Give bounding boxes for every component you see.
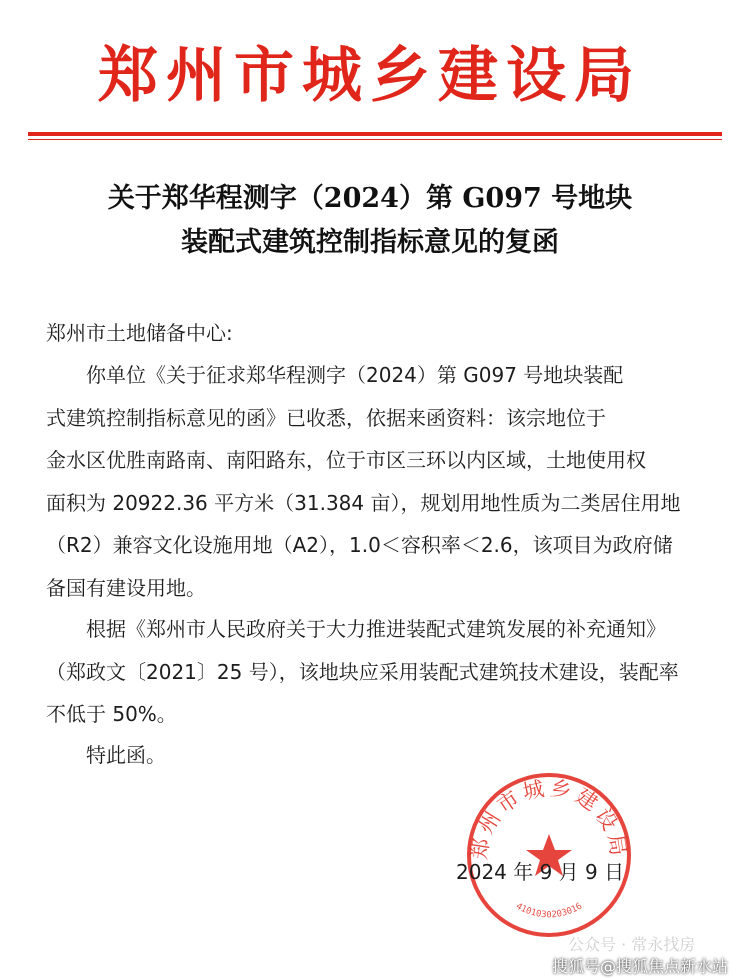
- closing-text: 特此函。: [86, 743, 166, 767]
- paragraph-line: 你单位《关于征求郑华程测字（2024）第 G097 号地块装配: [86, 363, 624, 387]
- watermark-sohu: 搜狐号@搜狐焦点新水站: [552, 957, 729, 976]
- paragraph-line: 面积为 20922.36 平方米（31.384 亩），规划用地性质为二类居住用地: [46, 490, 681, 515]
- letterhead-rule-thick: [28, 132, 722, 136]
- agency-letterhead: 郑州市城乡建设局: [98, 41, 642, 111]
- document-title-line2: 装配式建筑控制指标意见的复函: [181, 227, 559, 258]
- svg-text:4101030203016: [514, 902, 584, 921]
- salutation-text: 郑州市土地储备中心:: [46, 321, 233, 345]
- seal-number: 4101030203016: [513, 901, 585, 921]
- paragraph-line: （郑政文〔2021〕25 号），该地块应采用装配式建筑技术建设，装配率: [46, 659, 679, 684]
- official-seal-icon: [464, 770, 634, 940]
- body-paragraph-1: [46, 354, 706, 609]
- paragraph-line: 金水区优胜南路南、南阳路东，位于市区三环以内区域，土地使用权: [46, 448, 646, 472]
- paragraph-line: 根据《郑州市人民政府关于大力推进装配式建筑发展的补充通知》: [86, 617, 666, 641]
- letterhead-rule-thin: [28, 139, 722, 140]
- issue-date: 2024 年 9 月 9 日: [456, 860, 625, 884]
- paragraph-line: （R2）兼容文化设施用地（A2），1.0＜容积率＜2.6，该项目为政府储: [46, 533, 673, 557]
- document-title-line1: 关于郑华程测字（2024）第 G097 号地块: [107, 183, 633, 214]
- salutation: [46, 312, 706, 355]
- body-paragraph-2: [46, 608, 706, 736]
- paragraph-line: 不低于 50%。: [46, 702, 177, 726]
- paragraph-line: 式建筑控制指标意见的函》已收悉，依据来函资料：该宗地位于: [46, 405, 606, 430]
- seal-text: 郑州市城乡建设局: [467, 775, 631, 862]
- paragraph-line: 备国有建设用地。: [46, 575, 206, 600]
- watermark-official-account: 公众号 · 常永找房: [568, 935, 696, 954]
